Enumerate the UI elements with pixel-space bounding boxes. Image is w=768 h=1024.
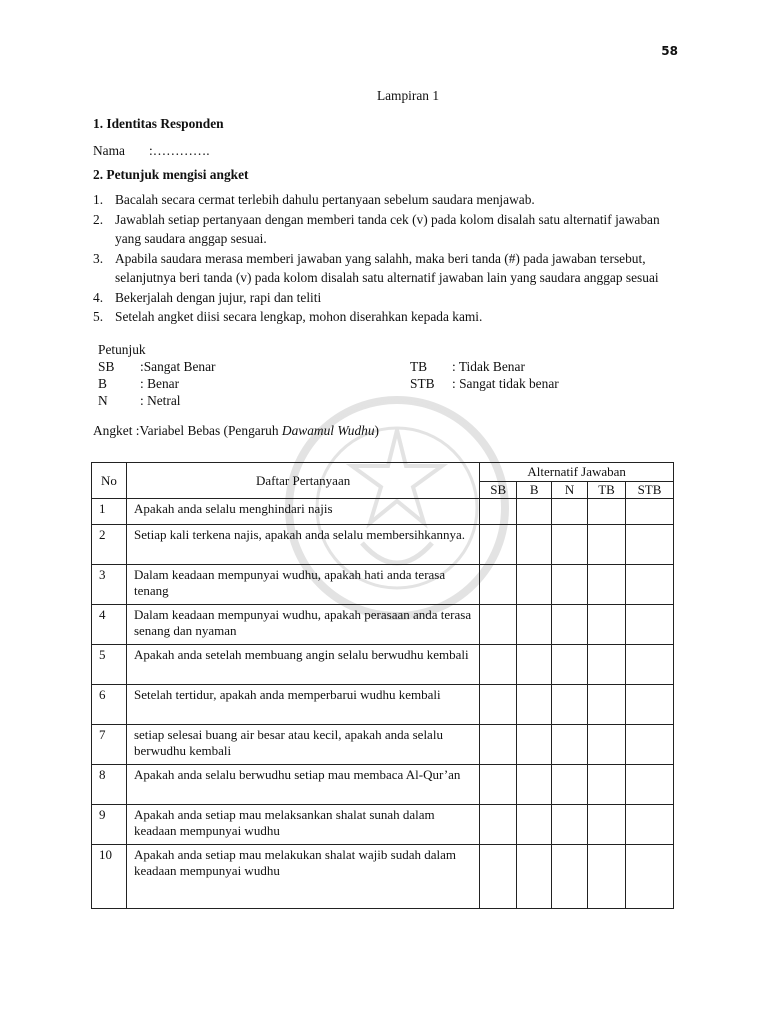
answer-cell-stb[interactable] — [626, 725, 674, 765]
question-text: Apakah anda setelah membuang angin selalu berwudhu kembali — [126, 645, 479, 685]
column-header-no: No — [92, 463, 127, 499]
instruction-text: Apabila saudara merasa memberi jawaban yang salahh, maka beri tanda (#) pada jawaban tersebut, selanjutnya beri tanda (v) pada kolom disalah satu alternatif jawaban lain yang saudara anggap sesuai — [115, 250, 659, 285]
legend-code: TB — [410, 358, 428, 374]
option-header: TB — [588, 482, 626, 499]
instruction-item — [93, 210, 683, 249]
answer-cell-n[interactable] — [552, 845, 588, 909]
answer-cell-n[interactable] — [552, 725, 588, 765]
answer-cell-sb[interactable] — [480, 499, 517, 525]
answer-cell-n[interactable] — [552, 685, 588, 725]
nama-value: :…………. — [149, 143, 210, 158]
answer-cell-b[interactable] — [517, 765, 552, 805]
table-row — [92, 499, 674, 525]
question-text: Apakah anda selalu menghindari najis — [126, 499, 479, 525]
question-number: 10 — [92, 845, 127, 909]
answer-cell-stb[interactable] — [626, 605, 674, 645]
answer-cell-b[interactable] — [517, 845, 552, 909]
instruction-item — [93, 288, 683, 308]
answer-cell-tb[interactable] — [588, 499, 626, 525]
instruction-number: 2. — [93, 211, 104, 227]
legend-title: Petunjuk — [98, 341, 146, 357]
option-header: N — [552, 482, 588, 499]
question-text: Dalam keadaan mempunyai wudhu, apakah hati anda terasa tenang — [126, 565, 479, 605]
legend-code: STB — [410, 375, 435, 391]
page-number: 58 — [661, 44, 678, 58]
page-title: Lampiran 1 — [376, 88, 440, 103]
question-text: Apakah anda setiap mau melakukan shalat wajib sudah dalam keadaan mempunyai wudhu — [126, 845, 479, 909]
table-row — [92, 845, 674, 909]
answer-cell-stb[interactable] — [626, 685, 674, 725]
answer-cell-b[interactable] — [517, 685, 552, 725]
question-text: Dalam keadaan mempunyai wudhu, apakah perasaan anda terasa senang dan nyaman — [126, 605, 479, 645]
table-row — [92, 525, 674, 565]
answer-cell-sb[interactable] — [480, 525, 517, 565]
table-row — [92, 805, 674, 845]
legend-desc: : Sangat tidak benar — [452, 375, 559, 391]
answer-cell-tb[interactable] — [588, 845, 626, 909]
answer-cell-sb[interactable] — [480, 685, 517, 725]
instruction-text: Bacalah secara cermat terlebih dahulu pertanyaan sebelum saudara menjawab. — [115, 192, 535, 207]
question-text: Apakah anda setiap mau melaksankan shalat sunah dalam keadaan mempunyai wudhu — [126, 805, 479, 845]
question-number: 4 — [92, 605, 127, 645]
answer-cell-n[interactable] — [552, 765, 588, 805]
angket-suffix: ) — [374, 422, 379, 438]
instruction-text: Jawablah setiap pertanyaan dengan memberi tanda cek (v) pada kolom disalah satu alternatif jawaban yang saudara anggap sesuai. — [115, 211, 660, 246]
answer-cell-tb[interactable] — [588, 725, 626, 765]
section-petunjuk-heading: 2. Petunjuk mengisi angket — [93, 167, 249, 182]
table-row — [92, 645, 674, 685]
answer-cell-stb[interactable] — [626, 565, 674, 605]
instruction-item — [93, 249, 683, 288]
question-number: 3 — [92, 565, 127, 605]
instruction-item — [93, 307, 683, 327]
answer-cell-b[interactable] — [517, 565, 552, 605]
table-row — [92, 605, 674, 645]
answer-cell-sb[interactable] — [480, 845, 517, 909]
angket-variable-name: Dawamul Wudhu — [281, 422, 375, 438]
answer-cell-n[interactable] — [552, 645, 588, 685]
answer-cell-tb[interactable] — [588, 685, 626, 725]
question-number: 9 — [92, 805, 127, 845]
answer-cell-stb[interactable] — [626, 499, 674, 525]
instruction-number: 3. — [93, 250, 104, 266]
answer-cell-tb[interactable] — [588, 645, 626, 685]
answer-cell-n[interactable] — [552, 805, 588, 845]
angket-prefix: Angket :Variabel Bebas (Pengaruh — [93, 422, 282, 438]
legend-desc: : Netral — [140, 392, 181, 408]
answer-cell-stb[interactable] — [626, 805, 674, 845]
question-number: 2 — [92, 525, 127, 565]
answer-cell-b[interactable] — [517, 805, 552, 845]
answer-cell-sb[interactable] — [480, 805, 517, 845]
legend-code: B — [98, 375, 107, 391]
question-number: 5 — [92, 645, 127, 685]
answer-cell-n[interactable] — [552, 605, 588, 645]
answer-cell-tb[interactable] — [588, 605, 626, 645]
answer-cell-n[interactable] — [552, 565, 588, 605]
table-row — [92, 565, 674, 605]
instruction-text: Setelah angket diisi secara lengkap, mohon diserahkan kepada kami. — [115, 309, 483, 324]
answer-cell-b[interactable] — [517, 645, 552, 685]
question-number: 6 — [92, 685, 127, 725]
answer-cell-stb[interactable] — [626, 845, 674, 909]
answer-legend — [98, 341, 683, 409]
answer-cell-sb[interactable] — [480, 605, 517, 645]
question-text: Setelah tertidur, apakah anda memperbarui wudhu kembali — [126, 685, 479, 725]
option-header: SB — [480, 482, 517, 499]
answer-cell-n[interactable] — [552, 525, 588, 565]
question-text: Apakah anda selalu berwudhu setiap mau membaca Al-Qur’an — [126, 765, 479, 805]
instruction-number: 1. — [93, 192, 104, 207]
answer-cell-sb[interactable] — [480, 645, 517, 685]
legend-desc: :Sangat Benar — [140, 358, 216, 374]
answer-cell-b[interactable] — [517, 525, 552, 565]
answer-cell-b[interactable] — [517, 605, 552, 645]
nama-field — [93, 143, 683, 159]
instruction-text: Bekerjalah dengan jujur, rapi dan teliti — [115, 289, 322, 305]
question-number: 8 — [92, 765, 127, 805]
questionnaire-table — [91, 462, 674, 909]
instruction-number: 5. — [93, 309, 104, 324]
legend-desc: : Benar — [140, 375, 180, 391]
column-header-alternatives: Alternatif Jawaban — [480, 463, 674, 482]
answer-cell-b[interactable] — [517, 499, 552, 525]
answer-cell-b[interactable] — [517, 725, 552, 765]
angket-variable-caption — [93, 423, 683, 439]
instruction-number: 4. — [93, 289, 104, 305]
answer-cell-sb[interactable] — [480, 725, 517, 765]
instruction-list — [93, 190, 683, 327]
answer-cell-stb[interactable] — [626, 525, 674, 565]
table-row — [92, 685, 674, 725]
answer-cell-sb[interactable] — [480, 565, 517, 605]
section-identitas-heading: 1. Identitas Responden — [93, 116, 224, 131]
answer-cell-sb[interactable] — [480, 765, 517, 805]
table-row — [92, 765, 674, 805]
question-text: setiap selesai buang air besar atau kecil, apakah anda selalu berwudhu kembali — [126, 725, 479, 765]
nama-label: Nama — [93, 143, 125, 158]
question-number: 1 — [92, 499, 127, 525]
question-number: 7 — [92, 725, 127, 765]
answer-cell-tb[interactable] — [588, 765, 626, 805]
answer-cell-stb[interactable] — [626, 645, 674, 685]
answer-cell-n[interactable] — [552, 499, 588, 525]
answer-cell-tb[interactable] — [588, 525, 626, 565]
legend-code: SB — [98, 358, 115, 374]
question-text: Setiap kali terkena najis, apakah anda selalu membersihkannya. — [126, 525, 479, 565]
answer-cell-tb[interactable] — [588, 565, 626, 605]
option-header: B — [517, 482, 552, 499]
instruction-item — [93, 190, 683, 210]
option-header: STB — [626, 482, 674, 499]
answer-cell-tb[interactable] — [588, 805, 626, 845]
legend-desc: : Tidak Benar — [452, 358, 525, 374]
column-header-question: Daftar Pertanyaan — [126, 463, 479, 499]
legend-code: N — [98, 392, 108, 408]
answer-cell-stb[interactable] — [626, 765, 674, 805]
table-row — [92, 725, 674, 765]
